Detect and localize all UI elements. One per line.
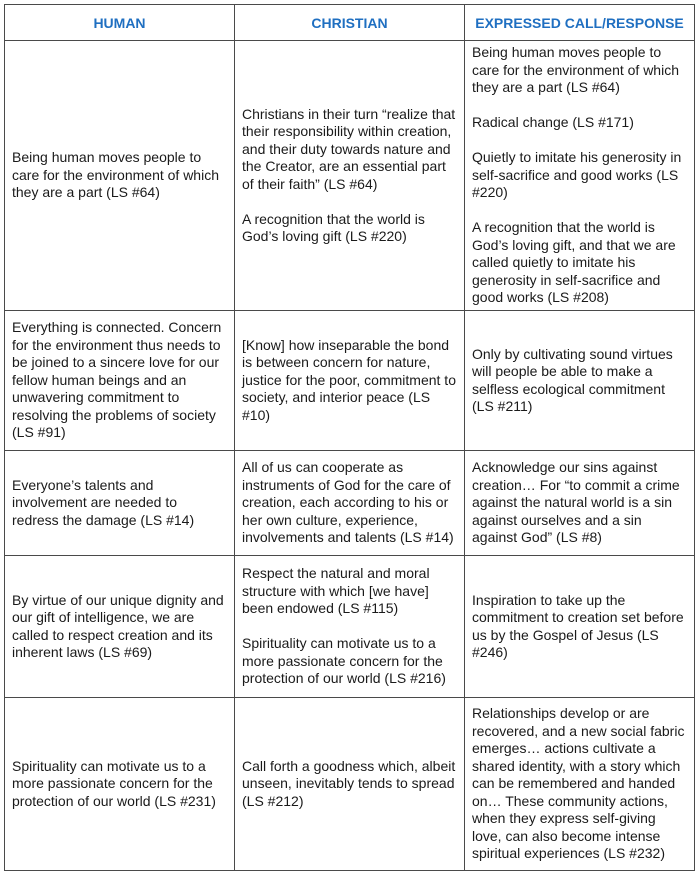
human-cell xyxy=(5,41,235,311)
cell-text: [Know] how inseparable the bond is between concern for nature, justice for the poor, commitment to society, and interior peace (LS #10) xyxy=(242,336,456,423)
table-row xyxy=(5,698,695,871)
cell-text: Spirituality can motivate us to a more passionate concern for the protection of our world (LS #216) xyxy=(242,635,446,687)
header-expressed-call-response: EXPRESSED CALL/RESPONSE xyxy=(465,5,695,41)
response-cell xyxy=(465,41,695,311)
human-cell xyxy=(5,311,235,451)
christian-cell xyxy=(235,451,465,556)
response-cell xyxy=(465,698,695,871)
response-cell xyxy=(465,311,695,451)
cell-text: Everything is connected. Concern for the environment thus needs to be joined to a sincere love for our fellow human beings and an unwavering commitment to resolving the problems of society (LS #91) xyxy=(12,319,222,441)
cell-text: By virtue of our unique dignity and our gift of intelligence, we are called to respect creation and its inherent laws (LS #69) xyxy=(12,591,224,660)
cell-text: A recognition that the world is God’s loving gift, and that we are called quietly to imitate his generosity in self-sacrifice and good works (LS #208) xyxy=(472,219,676,306)
human-cell xyxy=(5,451,235,556)
cell-text: Only by cultivating sound virtues will people be able to make a selfless ecological commitment (LS #211) xyxy=(472,345,673,414)
cell-text: Christians in their turn “realize that their responsibility within creation, and their duty towards nature and the Creator, are an essential part of their faith” (LS #64) xyxy=(242,105,456,192)
cell-text: Being human moves people to care for the environment of which they are a part (LS #64) xyxy=(472,44,679,96)
reflection-table xyxy=(4,4,695,871)
cell-text: Everyone’s talents and involvement are needed to redress the damage (LS #14) xyxy=(12,476,195,528)
christian-cell xyxy=(235,698,465,871)
table-row xyxy=(5,451,695,556)
cell-text: All of us can cooperate as instruments of God for the care of creation, each according to his or her own culture, experience, involvements and talents (LS #14) xyxy=(242,459,454,546)
christian-cell xyxy=(235,556,465,698)
table-row xyxy=(5,41,695,311)
cell-text: Quietly to imitate his generosity in self-sacrifice and good works (LS #220) xyxy=(472,149,682,201)
cell-text: Radical change (LS #171) xyxy=(472,114,634,131)
table-row xyxy=(5,556,695,698)
header-christian: CHRISTIAN xyxy=(235,5,465,41)
cell-text: Call forth a goodness which, albeit unseen, inevitably tends to spread (LS #212) xyxy=(242,757,456,809)
cell-text: Relationships develop or are recovered, and a new social fabric emerges… actions cultivate a shared identity, with a story which can be remembered and handed on… These community actions, when they express self-giving love, can also become intense spiritual experiences (LS #232) xyxy=(472,705,685,862)
table-row xyxy=(5,311,695,451)
human-cell xyxy=(5,698,235,871)
response-cell xyxy=(465,556,695,698)
header-human: HUMAN xyxy=(5,5,235,41)
header-row xyxy=(5,5,695,41)
cell-text: Spirituality can motivate us to a more passionate concern for the protection of our world (LS #231) xyxy=(12,757,216,809)
cell-text: Being human moves people to care for the environment of which they are a part (LS #64) xyxy=(12,149,219,201)
christian-cell xyxy=(235,311,465,451)
christian-cell xyxy=(235,41,465,311)
human-cell xyxy=(5,556,235,698)
cell-text: A recognition that the world is God’s loving gift (LS #220) xyxy=(242,210,425,244)
response-cell xyxy=(465,451,695,556)
cell-text: Respect the natural and moral structure with which [we have] been endowed (LS #115) xyxy=(242,565,430,617)
cell-text: Inspiration to take up the commitment to creation set before us by the Gospel of Jesus (LS #246) xyxy=(472,591,684,660)
cell-text: Acknowledge our sins against creation… For “to commit a crime against the natural world is a sin against ourselves and a sin against God” (LS #8) xyxy=(472,459,680,546)
